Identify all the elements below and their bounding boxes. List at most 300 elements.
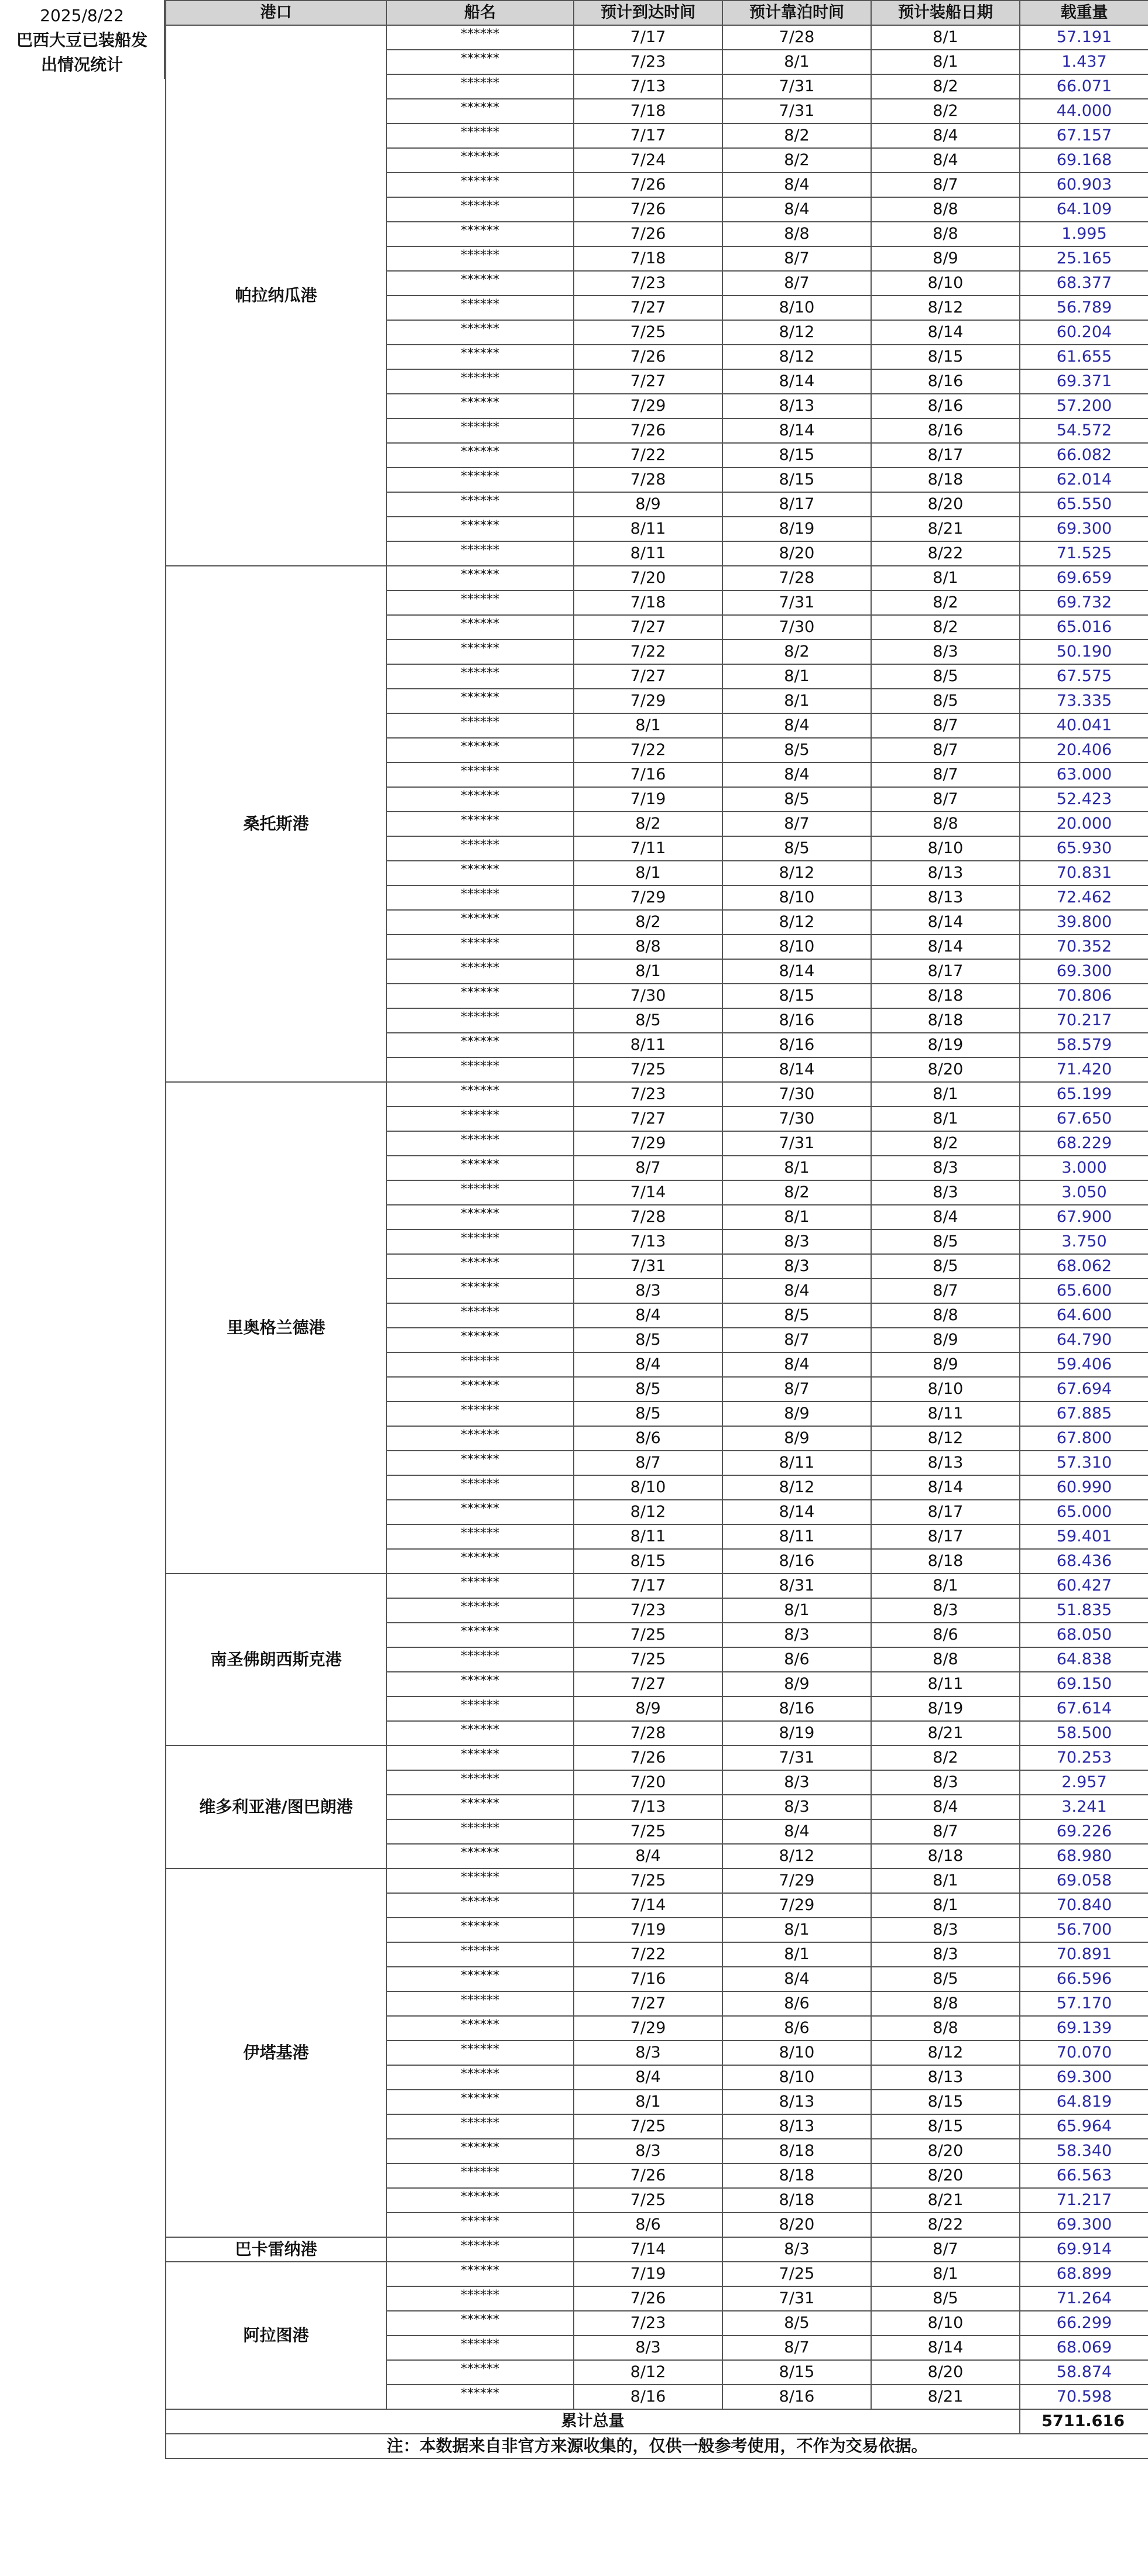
eta-cell: 7/28 <box>574 1721 722 1746</box>
berth-cell: 8/4 <box>722 1352 871 1377</box>
tonnage-cell: 70.352 <box>1020 935 1148 959</box>
tonnage-cell: 70.598 <box>1020 2385 1148 2409</box>
table-row <box>166 1082 1148 1107</box>
tonnage-cell: 2.957 <box>1020 1770 1148 1795</box>
ship-name-cell: ****** <box>386 959 574 984</box>
ship-name-cell: ****** <box>386 1057 574 1082</box>
ship-name-cell: ****** <box>386 1475 574 1500</box>
load-date-cell: 8/1 <box>871 1869 1020 1893</box>
tonnage-cell: 68.062 <box>1020 1254 1148 1279</box>
load-date-cell: 8/7 <box>871 2237 1020 2262</box>
total-value: 5711.616 <box>1020 2409 1148 2434</box>
tonnage-cell: 68.229 <box>1020 1131 1148 1156</box>
load-date-cell: 8/22 <box>871 2213 1020 2237</box>
ship-name-cell: ****** <box>386 197 574 222</box>
berth-cell: 7/31 <box>722 1746 871 1770</box>
port-name-cell: 里奥格兰德港 <box>166 1082 386 1574</box>
ship-name-cell: ****** <box>386 1524 574 1549</box>
berth-cell: 8/15 <box>722 443 871 468</box>
berth-cell: 8/10 <box>722 296 871 320</box>
load-date-cell: 8/20 <box>871 2163 1020 2188</box>
eta-cell: 7/22 <box>574 640 722 664</box>
tonnage-cell: 71.525 <box>1020 541 1148 566</box>
tonnage-cell: 57.200 <box>1020 394 1148 418</box>
ship-name-cell: ****** <box>386 2385 574 2409</box>
table-row <box>166 2262 1148 2286</box>
port-name-cell: 伊塔基港 <box>166 1869 386 2237</box>
ship-name-cell: ****** <box>386 517 574 541</box>
tonnage-cell: 3.241 <box>1020 1795 1148 1819</box>
ship-name-cell: ****** <box>386 443 574 468</box>
tonnage-cell: 58.874 <box>1020 2360 1148 2385</box>
tonnage-cell: 56.700 <box>1020 1918 1148 1942</box>
berth-cell: 8/4 <box>722 1967 871 1991</box>
table-row <box>166 1869 1148 1893</box>
eta-cell: 8/11 <box>574 541 722 566</box>
load-date-cell: 8/3 <box>871 1180 1020 1205</box>
load-date-cell: 8/11 <box>871 1402 1020 1426</box>
eta-cell: 8/3 <box>574 1279 722 1303</box>
berth-cell: 8/9 <box>722 1672 871 1696</box>
ship-name-cell: ****** <box>386 1180 574 1205</box>
ship-name-cell: ****** <box>386 246 574 271</box>
load-date-cell: 8/7 <box>871 1819 1020 1844</box>
eta-cell: 8/5 <box>574 1377 722 1402</box>
table-body <box>166 25 1148 2409</box>
berth-cell: 7/30 <box>722 615 871 640</box>
tonnage-cell: 71.420 <box>1020 1057 1148 1082</box>
ship-name-cell: ****** <box>386 2213 574 2237</box>
port-name-cell: 帕拉纳瓜港 <box>166 25 386 566</box>
tonnage-cell: 61.655 <box>1020 345 1148 369</box>
load-date-cell: 8/10 <box>871 1377 1020 1402</box>
eta-cell: 7/14 <box>574 1893 722 1918</box>
eta-cell: 7/26 <box>574 173 722 197</box>
ship-name-cell: ****** <box>386 590 574 615</box>
tonnage-cell: 60.204 <box>1020 320 1148 345</box>
eta-cell: 7/25 <box>574 1647 722 1672</box>
eta-cell: 7/13 <box>574 1795 722 1819</box>
col-header-port: 港口 <box>166 1 386 25</box>
table-row <box>166 1574 1148 1598</box>
eta-cell: 7/19 <box>574 787 722 812</box>
load-date-cell: 8/22 <box>871 541 1020 566</box>
berth-cell: 8/2 <box>722 640 871 664</box>
load-date-cell: 8/3 <box>871 640 1020 664</box>
eta-cell: 7/25 <box>574 1623 722 1647</box>
total-row <box>166 2409 1148 2434</box>
eta-cell: 7/22 <box>574 738 722 763</box>
berth-cell: 8/17 <box>722 492 871 517</box>
ship-name-cell: ****** <box>386 1402 574 1426</box>
ship-name-cell: ****** <box>386 173 574 197</box>
tonnage-cell: 63.000 <box>1020 763 1148 787</box>
ship-name-cell: ****** <box>386 394 574 418</box>
eta-cell: 7/26 <box>574 2163 722 2188</box>
berth-cell: 8/9 <box>722 1402 871 1426</box>
tonnage-cell: 69.659 <box>1020 566 1148 590</box>
tonnage-cell: 66.563 <box>1020 2163 1148 2188</box>
tonnage-cell: 59.406 <box>1020 1352 1148 1377</box>
eta-cell: 7/27 <box>574 1991 722 2016</box>
eta-cell: 8/2 <box>574 910 722 935</box>
tonnage-cell: 20.000 <box>1020 812 1148 836</box>
load-date-cell: 8/8 <box>871 1303 1020 1328</box>
load-date-cell: 8/1 <box>871 1574 1020 1598</box>
ship-name-cell: ****** <box>386 738 574 763</box>
load-date-cell: 8/2 <box>871 615 1020 640</box>
tonnage-cell: 69.914 <box>1020 2237 1148 2262</box>
ship-name-cell: ****** <box>386 468 574 492</box>
berth-cell: 8/16 <box>722 2385 871 2409</box>
report-title-line2: 出情况统计 <box>40 55 123 74</box>
ship-name-cell: ****** <box>386 2114 574 2139</box>
eta-cell: 7/19 <box>574 2262 722 2286</box>
eta-cell: 7/25 <box>574 2188 722 2213</box>
ship-name-cell: ****** <box>386 689 574 713</box>
table-row <box>166 566 1148 590</box>
ship-name-cell: ****** <box>386 1893 574 1918</box>
tonnage-cell: 20.406 <box>1020 738 1148 763</box>
load-date-cell: 8/13 <box>871 1451 1020 1475</box>
load-date-cell: 8/15 <box>871 345 1020 369</box>
tonnage-cell: 70.840 <box>1020 1893 1148 1918</box>
load-date-cell: 8/12 <box>871 1426 1020 1451</box>
load-date-cell: 8/2 <box>871 74 1020 99</box>
load-date-cell: 8/7 <box>871 763 1020 787</box>
tonnage-cell: 72.462 <box>1020 885 1148 910</box>
tonnage-cell: 67.575 <box>1020 664 1148 689</box>
tonnage-cell: 65.000 <box>1020 1500 1148 1524</box>
tonnage-cell: 68.377 <box>1020 271 1148 296</box>
tonnage-cell: 69.139 <box>1020 2016 1148 2041</box>
eta-cell: 7/17 <box>574 25 722 50</box>
port-name-cell: 桑托斯港 <box>166 566 386 1082</box>
load-date-cell: 8/5 <box>871 664 1020 689</box>
berth-cell: 8/4 <box>722 1819 871 1844</box>
ship-name-cell: ****** <box>386 369 574 394</box>
eta-cell: 8/9 <box>574 492 722 517</box>
eta-cell: 7/18 <box>574 99 722 123</box>
load-date-cell: 8/4 <box>871 148 1020 173</box>
load-date-cell: 8/18 <box>871 1549 1020 1574</box>
berth-cell: 8/5 <box>722 787 871 812</box>
tonnage-cell: 68.980 <box>1020 1844 1148 1869</box>
load-date-cell: 8/10 <box>871 271 1020 296</box>
ship-name-cell: ****** <box>386 1229 574 1254</box>
tonnage-cell: 50.190 <box>1020 640 1148 664</box>
berth-cell: 8/3 <box>722 1770 871 1795</box>
tonnage-cell: 67.157 <box>1020 123 1148 148</box>
tonnage-cell: 67.900 <box>1020 1205 1148 1229</box>
tonnage-cell: 67.885 <box>1020 1402 1148 1426</box>
eta-cell: 7/20 <box>574 1770 722 1795</box>
tonnage-cell: 54.572 <box>1020 418 1148 443</box>
tonnage-cell: 64.109 <box>1020 197 1148 222</box>
tonnage-cell: 57.170 <box>1020 1991 1148 2016</box>
eta-cell: 8/16 <box>574 2385 722 2409</box>
eta-cell: 7/25 <box>574 320 722 345</box>
ship-name-cell: ****** <box>386 787 574 812</box>
ship-name-cell: ****** <box>386 640 574 664</box>
ship-name-cell: ****** <box>386 1574 574 1598</box>
table-row <box>166 1746 1148 1770</box>
eta-cell: 8/4 <box>574 1844 722 1869</box>
berth-cell: 8/1 <box>722 664 871 689</box>
table-row <box>166 25 1148 50</box>
load-date-cell: 8/21 <box>871 2188 1020 2213</box>
eta-cell: 7/18 <box>574 246 722 271</box>
tonnage-cell: 56.789 <box>1020 296 1148 320</box>
eta-cell: 7/14 <box>574 2237 722 2262</box>
ship-name-cell: ****** <box>386 1623 574 1647</box>
ship-name-cell: ****** <box>386 74 574 99</box>
load-date-cell: 8/13 <box>871 2065 1020 2090</box>
load-date-cell: 8/1 <box>871 1107 1020 1131</box>
report-date: 2025/8/22 <box>40 6 124 25</box>
ship-name-cell: ****** <box>386 763 574 787</box>
load-date-cell: 8/7 <box>871 1279 1020 1303</box>
berth-cell: 8/16 <box>722 1549 871 1574</box>
ship-name-cell: ****** <box>386 1008 574 1033</box>
eta-cell: 7/29 <box>574 885 722 910</box>
tonnage-cell: 67.614 <box>1020 1696 1148 1721</box>
eta-cell: 8/4 <box>574 2065 722 2090</box>
eta-cell: 8/10 <box>574 1475 722 1500</box>
load-date-cell: 8/17 <box>871 1524 1020 1549</box>
eta-cell: 7/26 <box>574 345 722 369</box>
load-date-cell: 8/14 <box>871 1475 1020 1500</box>
berth-cell: 7/30 <box>722 1082 871 1107</box>
eta-cell: 8/11 <box>574 1033 722 1057</box>
load-date-cell: 8/7 <box>871 173 1020 197</box>
berth-cell: 8/13 <box>722 2114 871 2139</box>
berth-cell: 8/1 <box>722 1942 871 1967</box>
ship-name-cell: ****** <box>386 1500 574 1524</box>
berth-cell: 8/1 <box>722 1205 871 1229</box>
ship-name-cell: ****** <box>386 123 574 148</box>
ship-name-cell: ****** <box>386 50 574 74</box>
eta-cell: 7/26 <box>574 418 722 443</box>
berth-cell: 8/16 <box>722 1008 871 1033</box>
load-date-cell: 8/15 <box>871 2114 1020 2139</box>
berth-cell: 8/12 <box>722 320 871 345</box>
ship-name-cell: ****** <box>386 1082 574 1107</box>
load-date-cell: 8/8 <box>871 222 1020 246</box>
load-date-cell: 8/5 <box>871 689 1020 713</box>
ship-name-cell: ****** <box>386 1869 574 1893</box>
load-date-cell: 8/9 <box>871 246 1020 271</box>
eta-cell: 8/4 <box>574 1352 722 1377</box>
berth-cell: 8/12 <box>722 861 871 885</box>
berth-cell: 8/31 <box>722 1574 871 1598</box>
berth-cell: 8/7 <box>722 2335 871 2360</box>
tonnage-cell: 1.995 <box>1020 222 1148 246</box>
eta-cell: 7/20 <box>574 566 722 590</box>
berth-cell: 8/10 <box>722 935 871 959</box>
ship-name-cell: ****** <box>386 2139 574 2163</box>
ship-name-cell: ****** <box>386 2016 574 2041</box>
load-date-cell: 8/21 <box>871 517 1020 541</box>
tonnage-cell: 66.596 <box>1020 1967 1148 1991</box>
ship-name-cell: ****** <box>386 1549 574 1574</box>
berth-cell: 8/16 <box>722 1696 871 1721</box>
ship-name-cell: ****** <box>386 2090 574 2114</box>
ship-name-cell: ****** <box>386 1426 574 1451</box>
berth-cell: 8/12 <box>722 1475 871 1500</box>
berth-cell: 8/3 <box>722 1254 871 1279</box>
tonnage-cell: 69.150 <box>1020 1672 1148 1696</box>
tonnage-cell: 70.217 <box>1020 1008 1148 1033</box>
load-date-cell: 8/16 <box>871 418 1020 443</box>
eta-cell: 8/11 <box>574 1524 722 1549</box>
disclaimer-note: 注：本数据来自非官方来源收集的，仅供一般参考使用，不作为交易依据。 <box>166 2434 1148 2458</box>
ship-name-cell: ****** <box>386 1205 574 1229</box>
load-date-cell: 8/14 <box>871 2335 1020 2360</box>
ship-name-cell: ****** <box>386 1795 574 1819</box>
tonnage-cell: 60.427 <box>1020 1574 1148 1598</box>
load-date-cell: 8/13 <box>871 885 1020 910</box>
tonnage-cell: 3.000 <box>1020 1156 1148 1180</box>
berth-cell: 8/4 <box>722 1279 871 1303</box>
berth-cell: 8/1 <box>722 1598 871 1623</box>
tonnage-cell: 64.600 <box>1020 1303 1148 1328</box>
eta-cell: 7/27 <box>574 664 722 689</box>
berth-cell: 8/3 <box>722 1229 871 1254</box>
tonnage-cell: 58.500 <box>1020 1721 1148 1746</box>
eta-cell: 8/1 <box>574 713 722 738</box>
tonnage-cell: 68.436 <box>1020 1549 1148 1574</box>
tonnage-cell: 1.437 <box>1020 50 1148 74</box>
berth-cell: 8/5 <box>722 1303 871 1328</box>
ship-name-cell: ****** <box>386 271 574 296</box>
col-header-eta: 预计到达时间 <box>574 1 722 25</box>
col-header-berth: 预计靠泊时间 <box>722 1 871 25</box>
tonnage-cell: 3.050 <box>1020 1180 1148 1205</box>
berth-cell: 8/2 <box>722 123 871 148</box>
load-date-cell: 8/4 <box>871 123 1020 148</box>
tonnage-cell: 40.041 <box>1020 713 1148 738</box>
ship-name-cell: ****** <box>386 1328 574 1352</box>
load-date-cell: 8/11 <box>871 1672 1020 1696</box>
load-date-cell: 8/5 <box>871 2286 1020 2311</box>
berth-cell: 8/2 <box>722 148 871 173</box>
ship-name-cell: ****** <box>386 1451 574 1475</box>
berth-cell: 8/3 <box>722 1623 871 1647</box>
tonnage-cell: 25.165 <box>1020 246 1148 271</box>
berth-cell: 8/10 <box>722 885 871 910</box>
load-date-cell: 8/5 <box>871 1229 1020 1254</box>
tonnage-cell: 66.299 <box>1020 2311 1148 2335</box>
berth-cell: 8/2 <box>722 1180 871 1205</box>
load-date-cell: 8/8 <box>871 1991 1020 2016</box>
berth-cell: 8/6 <box>722 1991 871 2016</box>
eta-cell: 7/23 <box>574 1082 722 1107</box>
ship-name-cell: ****** <box>386 615 574 640</box>
ship-name-cell: ****** <box>386 1746 574 1770</box>
eta-cell: 7/16 <box>574 1967 722 1991</box>
eta-cell: 7/14 <box>574 1180 722 1205</box>
tonnage-cell: 67.694 <box>1020 1377 1148 1402</box>
load-date-cell: 8/17 <box>871 959 1020 984</box>
load-date-cell: 8/8 <box>871 812 1020 836</box>
berth-cell: 8/7 <box>722 1377 871 1402</box>
tonnage-cell: 67.650 <box>1020 1107 1148 1131</box>
eta-cell: 7/31 <box>574 1254 722 1279</box>
eta-cell: 8/12 <box>574 2360 722 2385</box>
load-date-cell: 8/1 <box>871 25 1020 50</box>
eta-cell: 8/8 <box>574 935 722 959</box>
tonnage-cell: 70.253 <box>1020 1746 1148 1770</box>
col-header-load-date: 预计装船日期 <box>871 1 1020 25</box>
berth-cell: 7/29 <box>722 1893 871 1918</box>
eta-cell: 7/26 <box>574 222 722 246</box>
ship-name-cell: ****** <box>386 836 574 861</box>
berth-cell: 8/12 <box>722 1844 871 1869</box>
eta-cell: 7/26 <box>574 197 722 222</box>
load-date-cell: 8/14 <box>871 935 1020 959</box>
berth-cell: 8/14 <box>722 418 871 443</box>
berth-cell: 7/30 <box>722 1107 871 1131</box>
col-header-tonnage: 载重量 <box>1020 1 1148 25</box>
berth-cell: 8/5 <box>722 738 871 763</box>
load-date-cell: 8/13 <box>871 861 1020 885</box>
port-name-cell: 南圣佛朗西斯克港 <box>166 1574 386 1746</box>
load-date-cell: 8/19 <box>871 1033 1020 1057</box>
berth-cell: 8/14 <box>722 1500 871 1524</box>
load-date-cell: 8/2 <box>871 1131 1020 1156</box>
berth-cell: 8/18 <box>722 2163 871 2188</box>
berth-cell: 8/16 <box>722 1033 871 1057</box>
tonnage-cell: 52.423 <box>1020 787 1148 812</box>
header-row <box>166 1 1148 25</box>
tonnage-cell: 65.016 <box>1020 615 1148 640</box>
ship-name-cell: ****** <box>386 1770 574 1795</box>
load-date-cell: 8/19 <box>871 1696 1020 1721</box>
tonnage-cell: 69.300 <box>1020 2213 1148 2237</box>
tonnage-cell: 66.082 <box>1020 443 1148 468</box>
load-date-cell: 8/3 <box>871 1156 1020 1180</box>
eta-cell: 8/1 <box>574 861 722 885</box>
berth-cell: 8/15 <box>722 984 871 1008</box>
ship-name-cell: ****** <box>386 1303 574 1328</box>
berth-cell: 8/15 <box>722 2360 871 2385</box>
eta-cell: 8/15 <box>574 1549 722 1574</box>
tonnage-cell: 51.835 <box>1020 1598 1148 1623</box>
load-date-cell: 8/20 <box>871 2360 1020 2385</box>
eta-cell: 7/28 <box>574 1205 722 1229</box>
tonnage-cell: 59.401 <box>1020 1524 1148 1549</box>
tonnage-cell: 69.371 <box>1020 369 1148 394</box>
ship-name-cell: ****** <box>386 418 574 443</box>
col-header-ship: 船名 <box>386 1 574 25</box>
berth-cell: 7/28 <box>722 25 871 50</box>
ship-name-cell: ****** <box>386 2065 574 2090</box>
berth-cell: 8/13 <box>722 394 871 418</box>
berth-cell: 8/12 <box>722 345 871 369</box>
berth-cell: 7/31 <box>722 1131 871 1156</box>
ship-name-cell: ****** <box>386 541 574 566</box>
ship-name-cell: ****** <box>386 1967 574 1991</box>
ship-name-cell: ****** <box>386 1819 574 1844</box>
tonnage-cell: 69.058 <box>1020 1869 1148 1893</box>
tonnage-cell: 44.000 <box>1020 99 1148 123</box>
load-date-cell: 8/18 <box>871 1844 1020 1869</box>
load-date-cell: 8/1 <box>871 1893 1020 1918</box>
tonnage-cell: 69.732 <box>1020 590 1148 615</box>
tonnage-cell: 71.217 <box>1020 2188 1148 2213</box>
load-date-cell: 8/18 <box>871 1008 1020 1033</box>
